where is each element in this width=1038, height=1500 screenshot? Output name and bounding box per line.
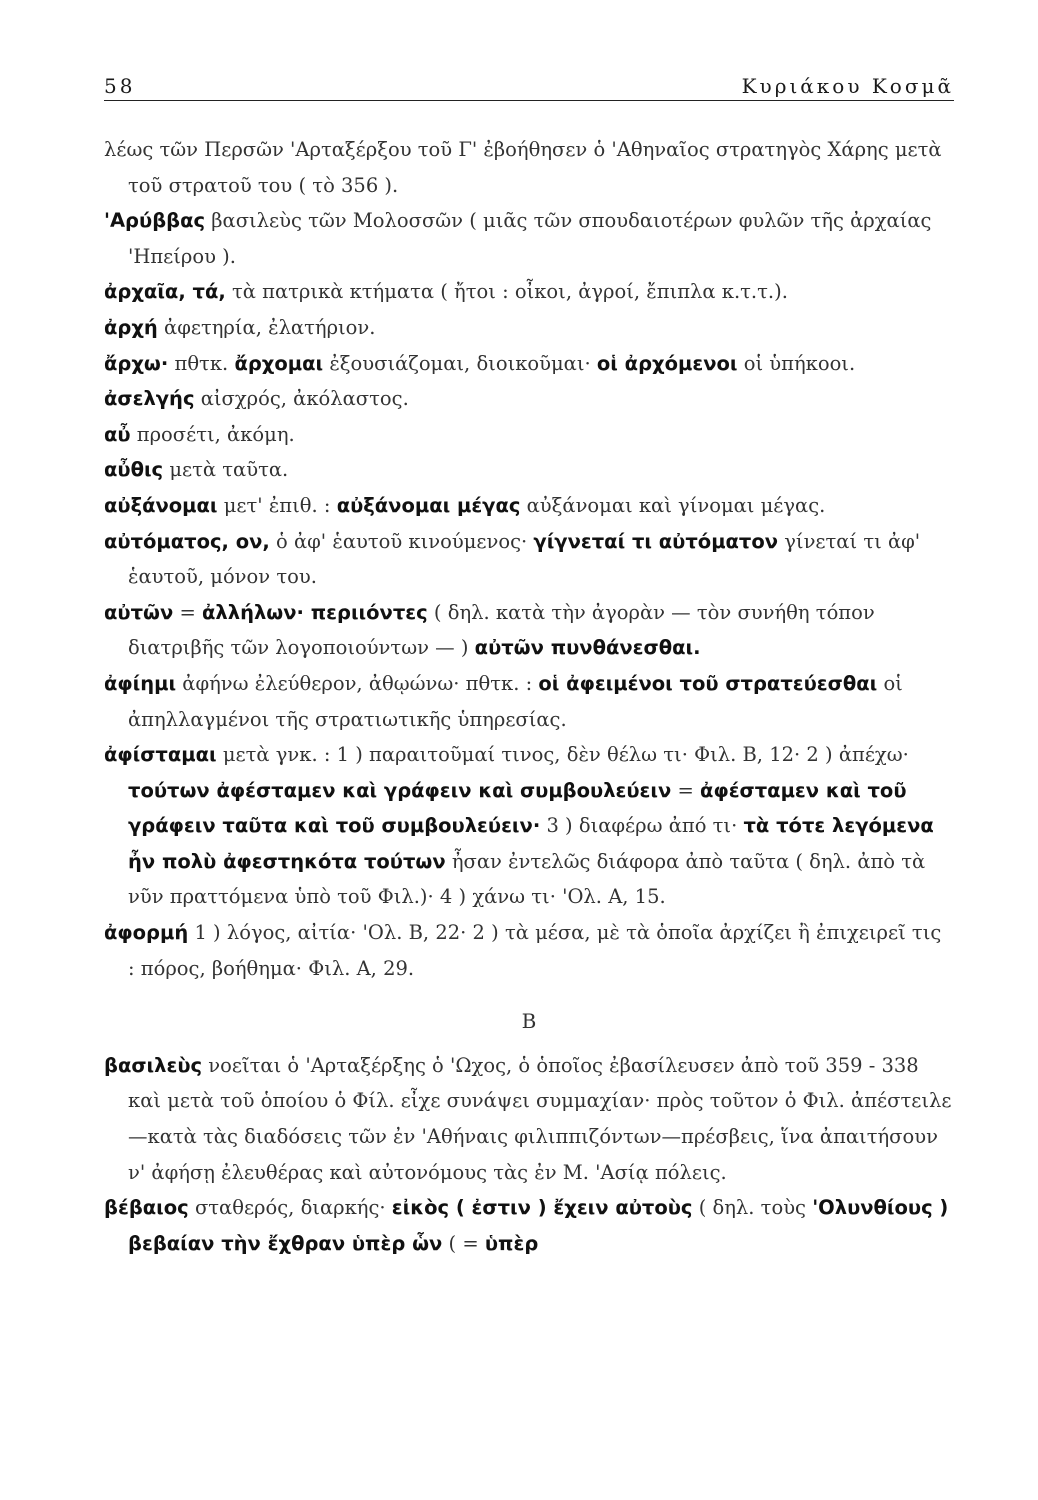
entry-text: ( = (448, 1231, 479, 1255)
headword: αὐτῶν (104, 600, 174, 624)
bold-phrase: ἄρχομαι (234, 351, 324, 375)
entry-text: 1 ) λόγος, αἰτία· 'Ολ. Β, 22· 2 ) τὰ μέσα, μὲ τὰ ὁποῖα ἀρχίζει ἢ ἐπιχειρεῖ τις : πόρος, βοήθημα· Φιλ. Α, 29. (128, 921, 942, 980)
bold-phrase: τὰ τότε λεγόμενα ἦν πολὺ ἀφεστηκότα τούτων (128, 814, 934, 873)
headword: αὐτόματος, ον, (104, 529, 270, 553)
glossary-entry (104, 274, 954, 310)
headword: 'Αρύββας (104, 209, 206, 233)
entry-text: τὰ πατρικὰ κτήματα ( ἤτοι : οἶκοι, ἀγροί, ἔπιπλα κ.τ.τ.). (231, 280, 788, 304)
entry-text: ὁ ἀφ' ἑαυτοῦ κινούμενος· (276, 529, 528, 553)
glossary-entry (104, 132, 954, 203)
entry-text: 3 ) διαφέρω ἀπό τι· (546, 814, 738, 838)
headword: ἄρχω· (104, 351, 169, 375)
entry-text: ἐξουσιάζομαι, διοικοῦμαι· (329, 351, 591, 375)
headword: βέβαιος (104, 1196, 189, 1220)
entry-text: νοεῖται ὁ 'Αρταξέρξης ὁ 'Ωχος, ὁ ὁποῖος ἐβασίλευσεν ἀπὸ τοῦ 359 - 338 καὶ μετὰ τοῦ ὁποίου ὁ Φίλ. εἶχε συνάψει συμμαχίαν· πρὸς τοῦτον ὁ Φιλ. ἀπέστειλε—κατὰ τὰς διαδόσεις τῶν ἐν 'Αθήναις φιλιππιζόντων—πρέσβεις, ἵνα ἀπαιτήσουν ν' ἀφήσῃ ἐλευθέρας καὶ αὐτονόμους τὰς ἐν Μ. 'Ασίᾳ πόλεις. (128, 1053, 952, 1184)
bold-phrase: αὐτῶν πυνθάνεσθαι. (474, 636, 701, 660)
bold-phrase: οἱ ἀρχόμενοι (596, 351, 738, 375)
glossary-entry (104, 666, 954, 737)
entry-text: αἰσχρός, ἀκόλαστος. (200, 387, 409, 411)
glossary-entry (104, 346, 954, 382)
bold-phrase: ἀλλήλων· περιιόντες (202, 600, 428, 624)
entry-text: λέως τῶν Περσῶν 'Αρταξέρξου τοῦ Γ' ἐβοήθησεν ὁ 'Αθηναῖος στρατηγὸς Χάρης μετὰ τοῦ στρατοῦ του ( τὸ 356 ). (104, 138, 942, 197)
glossary-entry (104, 310, 954, 346)
glossary-entry (104, 595, 954, 666)
entry-text: αὐξάνομαι καὶ γίνομαι μέγας. (526, 493, 826, 517)
headword: ἀφίημι (104, 671, 177, 695)
headword: ἀσελγής (104, 387, 195, 411)
entry-text: ἦσαν ἐντελῶς διάφορα ἀπὸ ταῦτα ( δηλ. ἀπὸ τὰ νῦν πραττόμενα ὑπὸ τοῦ Φιλ.)· 4 ) χάνω τι· 'Ολ. Α, 15. (128, 849, 926, 909)
glossary-entry (104, 203, 954, 274)
glossary-entry (104, 737, 954, 915)
entry-text: προσέτι, ἀκόμη. (136, 422, 295, 446)
bold-phrase: 'Ολυνθίους ) βεβαίαν τὴν ἔχθραν ὑπὲρ ὧν (128, 1196, 949, 1255)
glossary-entry (104, 417, 954, 453)
headword: ἀφορμή (104, 921, 189, 945)
bold-phrase: οἱ ἀφειμένοι τοῦ στρατεύεσθαι (538, 671, 878, 695)
page-header (104, 74, 954, 98)
bold-phrase: ὑπὲρ (484, 1231, 539, 1255)
entry-text: πθτκ. (174, 351, 229, 375)
headword: ἀφίσταμαι (104, 743, 217, 767)
entry-text: ( δηλ. κατὰ τὴν ἀγορὰν — τὸν συνήθη τόπον διατριβῆς τῶν λογοποιούντων — ) (128, 600, 875, 660)
bold-phrase: εἰκὸς ( ἐστιν ) ἔχειν αὐτοὺς (391, 1196, 693, 1220)
glossary-entry (104, 524, 954, 595)
bold-phrase: γίγνεταί τι αὐτόματον (533, 529, 779, 553)
entry-text: μετὰ γνκ. : 1 ) παραιτοῦμαί τινος, δὲν θέλω τι· Φιλ. Β, 12· 2 ) ἀπέχω· (222, 743, 909, 767)
page-number: 58 (104, 74, 136, 98)
glossary-entry (104, 1190, 954, 1261)
headword: βασιλεὺς (104, 1053, 203, 1077)
entry-text: οἱ ἀπηλλαγμένοι τῆς στρατιωτικῆς ὑπηρεσίας. (128, 671, 903, 731)
entry-text: = (677, 778, 694, 802)
bold-phrase: τούτων ἀφέσταμεν καὶ γράφειν καὶ συμβουλεύειν (128, 778, 672, 802)
entry-text: βασιλεὺς τῶν Μολοσσῶν ( μιᾶς τῶν σπουδαιοτέρων φυλῶν τῆς ἀρχαίας 'Ηπείρου ). (128, 209, 932, 268)
glossary-entry (104, 488, 954, 524)
entry-text: μετὰ ταῦτα. (169, 458, 289, 482)
entry-text: ( δηλ. τοὺς (698, 1196, 806, 1220)
headword: αὐξάνομαι (104, 493, 218, 517)
glossary-entry (104, 915, 954, 986)
headword: αὖ (104, 422, 131, 446)
headword: ἀρχαῖα, τά, (104, 280, 226, 304)
bold-phrase: αὐξάνομαι μέγας (336, 493, 521, 517)
entry-text: ἀφετηρία, ἐλατήριον. (164, 315, 376, 339)
glossary-entry (104, 452, 954, 488)
entry-text: γίνεταί τι ἀφ' ἑαυτοῦ, μόνον του. (128, 529, 921, 589)
running-title: Κυριάκου Κοσμᾶ (741, 74, 954, 98)
headword: αὖθις (104, 458, 164, 482)
glossary-entry (104, 381, 954, 417)
glossary-body (104, 132, 954, 1261)
entry-text: ἀφήνω ἐλεύθερον, ἀθῳώνω· πθτκ. : (182, 671, 533, 695)
bold-phrase: ἀφέσταμεν καὶ τοῦ γράφειν ταῦτα καὶ τοῦ συμβουλεύειν· (128, 778, 907, 838)
headword: ἀρχή (104, 315, 158, 339)
entry-text: = (179, 600, 196, 624)
glossary-entry (104, 1048, 954, 1190)
section-letter: Β (521, 1009, 537, 1034)
entry-text: σταθερός, διαρκής· (194, 1196, 386, 1220)
header-rule (104, 100, 954, 101)
entry-text: μετ' ἐπιθ. : (223, 493, 331, 517)
entry-text: οἱ ὑπήκοοι. (743, 351, 856, 375)
